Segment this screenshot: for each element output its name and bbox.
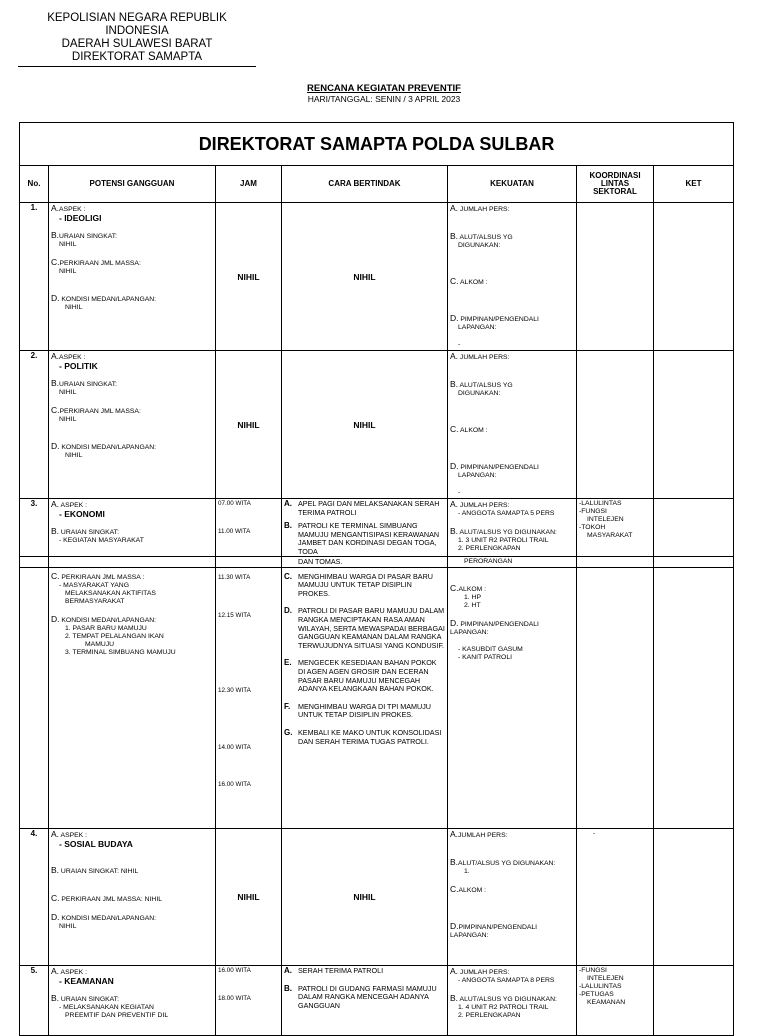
letterhead-line-1: KEPOLISIAN NEGARA REPUBLIK INDONESIA: [47, 12, 227, 37]
row-number: 3.: [20, 499, 49, 568]
cara-cell: A. APEL PAGI DAN MELAKSANAKAN SERAH TERIMA PATROLI B. PATROLI KE TERMINAL SIMBUANG MAMUJU MENGANTISIPASI KERAWANAN JAMBET DAN KORDINASI DEGAN TOGA, TODA: [282, 499, 448, 568]
col-cara: CARA BERTINDAK: [282, 166, 448, 203]
letterhead-line-3: DIREKTORAT SAMAPTA: [71, 51, 203, 63]
aspek-value: - KEAMANAN: [59, 976, 114, 986]
col-jam: JAM: [216, 166, 282, 203]
col-ket: KET: [654, 166, 734, 203]
activity-table-page-1: [19, 122, 734, 568]
koordinasi-cell: -: [577, 829, 654, 966]
table-row: [20, 203, 734, 351]
koordinasi-cell: [577, 557, 654, 829]
letterhead-underline: [18, 66, 256, 67]
table-row: [20, 351, 734, 499]
table-title: DIREKTORAT SAMAPTA POLDA SULBAR: [20, 123, 734, 166]
aspek-value: - IDEOLIGI: [59, 213, 102, 223]
row-number: 4.: [20, 829, 49, 966]
kekuatan-cell: A. JUMLAH PERS: - ANGGOTA SAMAPTA 5 PERS B. ALUT/ALSUS YG DIGUNAKAN: 1. 3 UNIT R2 PATROLI TRAIL 2. PERLENGKAPAN: [448, 499, 577, 568]
ket-cell: [654, 966, 734, 1036]
cara-cell: NIHIL: [282, 203, 448, 351]
row-number: 2.: [20, 351, 49, 499]
kekuatan-cell: A. JUMLAH PERS: B. ALUT/ALSUS YG DIGUNAKAN: C. ALKOM : D. PIMPINAN/PENGENDALI LAPANGAN: -: [448, 351, 577, 499]
col-no: No.: [20, 166, 49, 203]
row-number: 1.: [20, 203, 49, 351]
ket-cell: [654, 557, 734, 829]
col-potensi: POTENSI GANGGUAN: [49, 166, 216, 203]
jam-cell: NIHIL: [216, 351, 282, 499]
potensi-cell: A.ASPEK : - IDEOLIGI B.URAIAN SINGKAT: NIHIL C.PERKIRAAN JML MASSA: NIHIL D. KONDISI MEDAN/LAPANGAN: NIHIL: [49, 203, 216, 351]
col-kekuatan: KEKUATAN: [448, 166, 577, 203]
cara-cell: DAN TOMAS. C. MENGHIMBAU WARGA DI PASAR BARU MAMUJU UNTUK TETAP DISIPLIN PROKES. D. PATROLI DI PASAR BARU MAMUJU DALAM RANGKA MENCIPTAKAN RASA AMAN WILAYAH, SERTA MEWASPADAI BERBAGAI GANGGUAN KEAMANAN DALAM RANGKA TERWUJUDNYA SITUASI YANG KONDUSIF. E. MENGECEK KESEDIAAN BAHAN POKOK DI AGEN AGEN GROSIR DAN ECERAN PASAR BARU MAMUJU MENCEGAH ADANYA KELANGKAAN BAHAN POKOK. F. MENGHIMBAU WARGA DI TPI MAMUJU UNTUK TETAP DISIPLIN PROKES. G. KEMBALI KE MAKO UNTUK KONSOLIDASI DAN SERAH TERIMA TUGAS PATROLI.: [282, 557, 448, 829]
row-number: 5.: [20, 966, 49, 1036]
ket-cell: [654, 351, 734, 499]
koordinasi-cell: [577, 351, 654, 499]
potensi-cell: A.ASPEK : - POLITIK B.URAIAN SINGKAT: NIHIL C.PERKIRAAN JML MASSA: NIHIL D. KONDISI MEDAN/LAPANGAN: NIHIL: [49, 351, 216, 499]
row-number: [20, 557, 49, 829]
cara-cell: NIHIL: [282, 351, 448, 499]
aspek-value: - SOSIAL BUDAYA: [59, 839, 133, 849]
cara-cell: NIHIL: [282, 829, 448, 966]
kekuatan-cell: A.JUMLAH PERS: B.ALUT/ALSUS YG DIGUNAKAN: 1. C.ALKOM : D.PIMPINAN/PENGENDALI LAPANGAN:: [448, 829, 577, 966]
ket-cell: [654, 203, 734, 351]
plan-title: RENCANA KEGIATAN PREVENTIF: [307, 83, 461, 94]
potensi-cell: A. ASPEK : - EKONOMI B. URAIAN SINGKAT: - KEGIATAN MASYARAKAT: [49, 499, 216, 568]
jam-cell: 16.00 WITA 18.00 WITA: [216, 966, 282, 1036]
aspek-value: - EKONOMI: [59, 509, 105, 519]
koordinasi-cell: [577, 203, 654, 351]
aspek-value: - POLITIK: [59, 361, 98, 371]
koordinasi-cell: -LALULINTAS -FUNGSI INTELEJEN -TOKOH MASYARAKAT: [577, 499, 654, 568]
table-row-continued: [20, 557, 734, 829]
col-koordinasi: KOORDINASI LINTAS SEKTORAL: [577, 166, 654, 203]
jam-cell: 11.30 WITA 12.15 WITA 12.30 WITA 14.00 WITA 16.00 WITA: [216, 557, 282, 829]
letterhead: [18, 12, 256, 67]
jam-cell: NIHIL: [216, 203, 282, 351]
table-row: [20, 966, 734, 1036]
potensi-cell: A. ASPEK : - SOSIAL BUDAYA B. URAIAN SINGKAT: NIHIL C. PERKIRAAN JML MASSA: NIHIL D. KONDISI MEDAN/LAPANGAN: NIHIL: [49, 829, 216, 966]
kekuatan-cell: A. JUMLAH PERS: B. ALUT/ALSUS YG DIGUNAKAN: C. ALKOM : D. PIMPINAN/PENGENDALI LAPANGAN: -: [448, 203, 577, 351]
ket-cell: [654, 829, 734, 966]
plan-date: HARI/TANGGAL: SENIN / 3 APRIL 2023: [307, 94, 461, 104]
table-row: [20, 829, 734, 966]
potensi-cell: C. PERKIRAAN JML MASSA : - MASYARAKAT YANG MELAKSANAKAN AKTIFITAS BERMASYARAKAT D. KONDISI MEDAN/LAPANGAN: 1. PASAR BARU MAMUJU 2. TEMPAT PELALANGAN IKAN MAMUJU 3. TERMINAL SIMBUANG MAMUJU: [49, 557, 216, 829]
koordinasi-cell: -FUNGSI INTELEJEN -LALULINTAS -PETUGAS KEAMANAN: [577, 966, 654, 1036]
plan-heading: [0, 83, 768, 104]
jam-cell: 07.00 WITA 11.00 WITA: [216, 499, 282, 568]
cara-cell: A. SERAH TERIMA PATROLI B. PATROLI DI GUDANG FARMASI MAMUJU DALAM RANGKA MENCEGAH ADANYA GANGGUAN: [282, 966, 448, 1036]
kekuatan-cell: PERORANGAN C.ALKOM : 1. HP 2. HT D. PIMPINAN/PENGENDALI LAPANGAN: - KASUBDIT GASUM - KANIT PATROLI: [448, 557, 577, 829]
potensi-cell: A. ASPEK : - KEAMANAN B. URAIAN SINGKAT: - MELAKSANAKAN KEGIATAN PREEMTIF DAN PREVENTIF DIL: [49, 966, 216, 1036]
letterhead-line-2: DAERAH SULAWESI BARAT: [61, 38, 213, 50]
jam-cell: NIHIL: [216, 829, 282, 966]
activity-table-page-2: [19, 556, 734, 1036]
kekuatan-cell: A. JUMLAH PERS: - ANGGOTA SAMAPTA 8 PERS B. ALUT/ALSUS YG DIGUNAKAN: 1. 4 UNIT R2 PATROLI TRAIL 2. PERLENGKAPAN: [448, 966, 577, 1036]
